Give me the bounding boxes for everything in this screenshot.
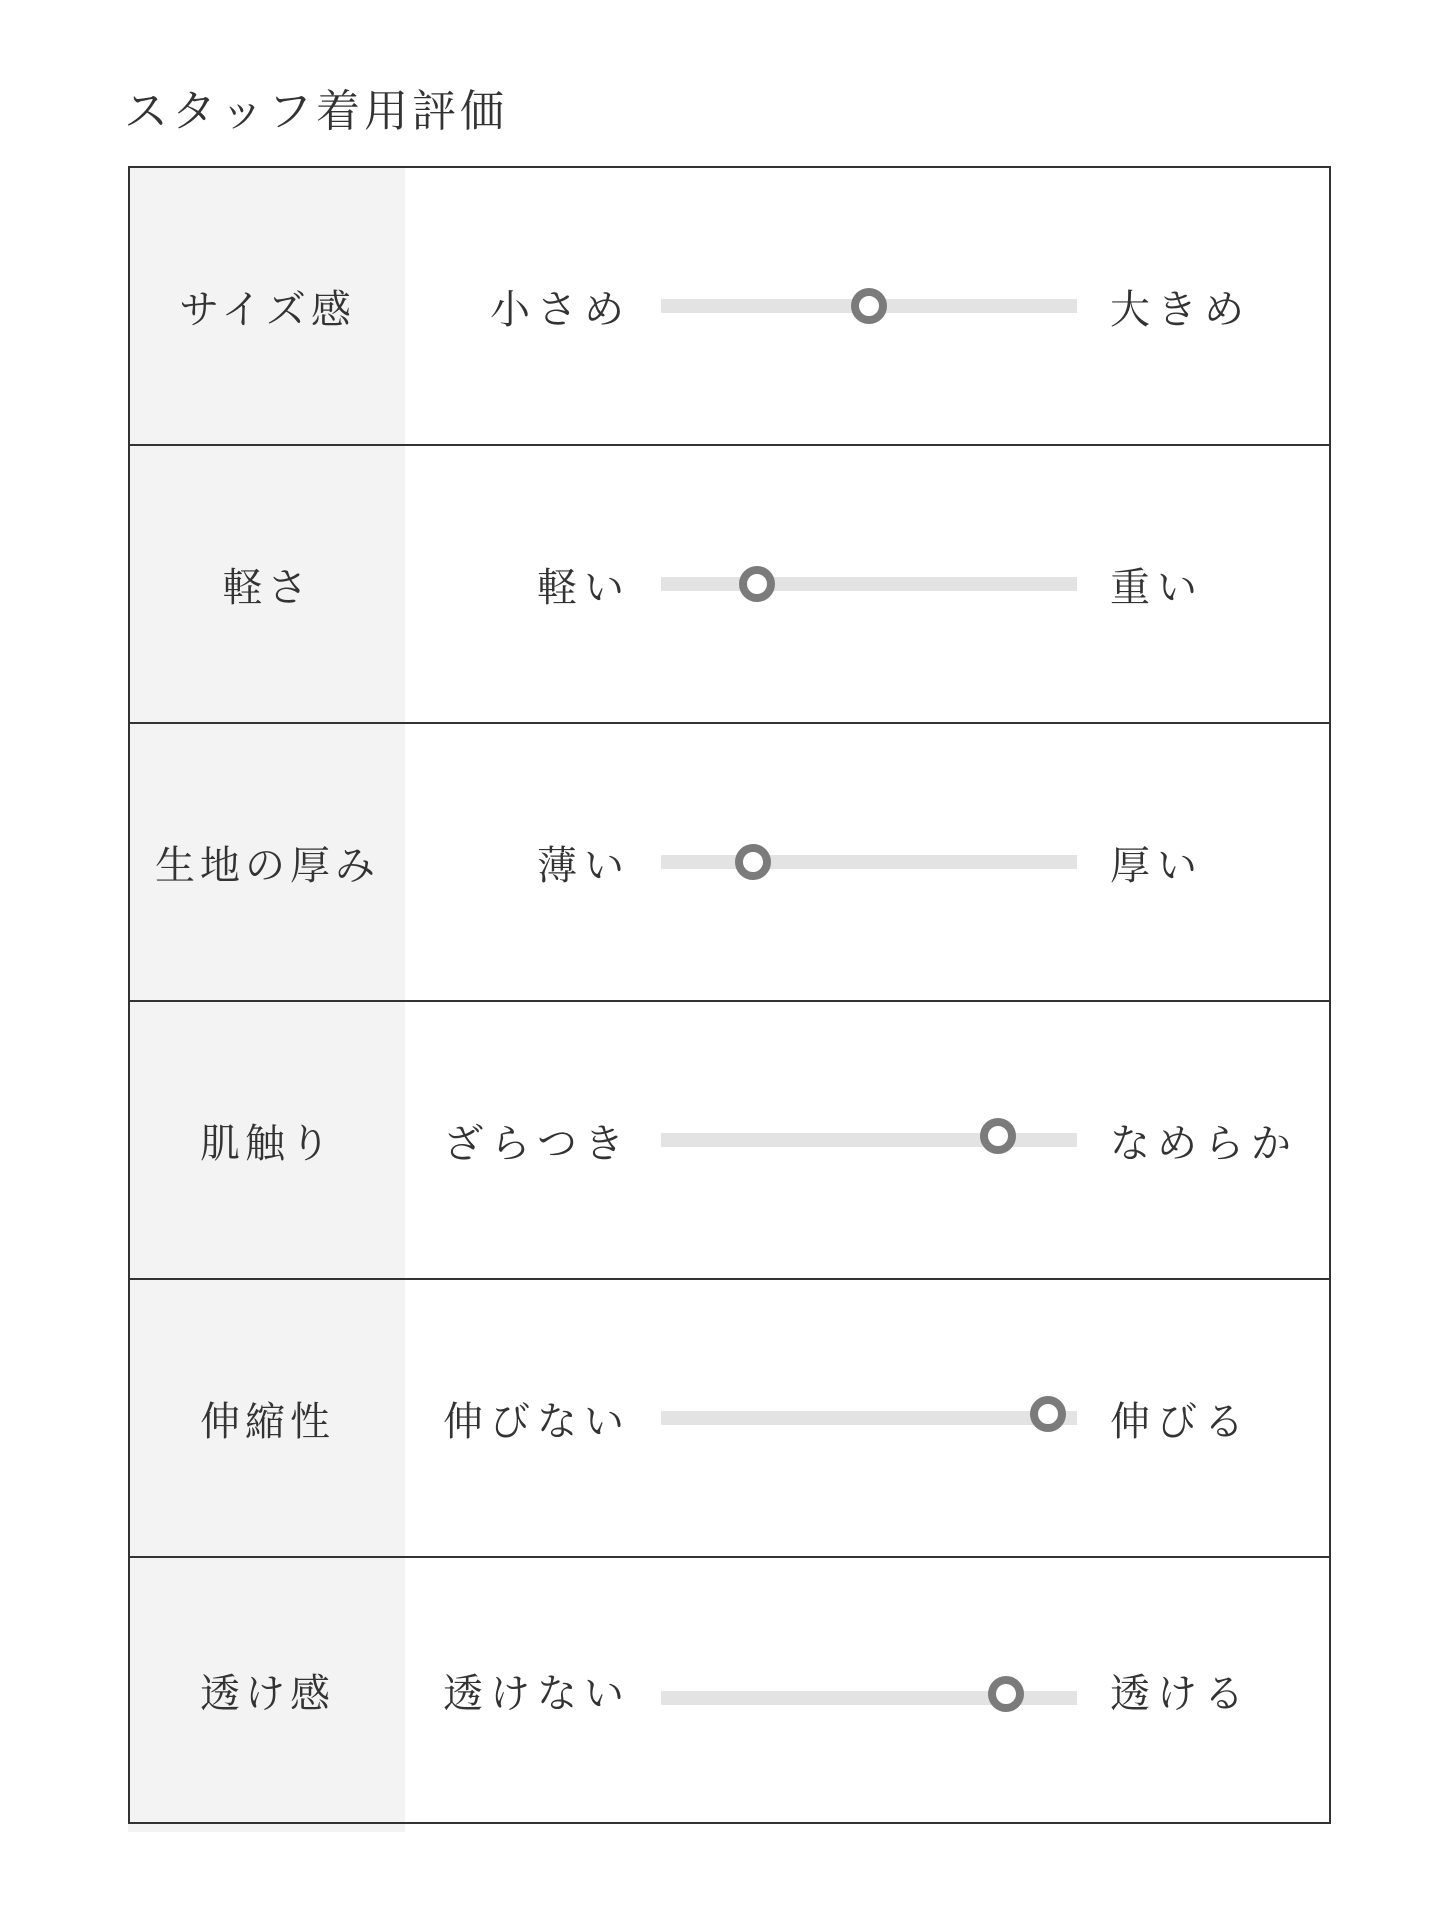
rating-slider-knob [739,566,775,602]
scale-max-label: 重い [1110,564,1204,611]
rating-slider-track [661,1133,1077,1147]
rating-row-weight [130,446,1329,724]
scale-max-label: 伸びる [1110,1398,1251,1445]
rating-slider-knob [1030,1396,1066,1432]
row-label: 生地の厚み [130,724,405,1000]
row-label: 伸縮性 [130,1280,405,1556]
scale-min-label: 透けない [443,1670,631,1717]
rating-row-thickness [130,724,1329,1002]
rating-slider-knob [851,288,887,324]
rating-slider-knob [735,844,771,880]
rating-row-stretch [130,1280,1329,1558]
row-label: 肌触り [130,1002,405,1278]
scale-min-label: 小さめ [490,286,631,333]
row-label: 透け感 [130,1558,405,1822]
rating-slider-track [661,1691,1077,1705]
scale-max-label: なめらか [1110,1120,1298,1167]
rating-slider-track [661,299,1077,313]
evaluation-table [128,166,1331,1824]
scale-min-label: 伸びない [443,1398,631,1445]
rating-row-sheerness [130,1558,1329,1822]
rating-slider-track [661,1411,1077,1425]
rating-slider-track [661,577,1077,591]
scale-max-label: 透ける [1110,1670,1251,1717]
rating-row-texture [130,1002,1329,1280]
rating-slider-knob [980,1118,1016,1154]
rating-slider-knob [988,1676,1024,1712]
scale-min-label: ざらつき [443,1120,631,1167]
rating-slider-track [661,855,1077,869]
scale-max-label: 厚い [1110,842,1204,889]
page-title: スタッフ着用評価 [124,86,508,137]
row-label: サイズ感 [130,168,405,444]
rating-row-size [130,168,1329,446]
scale-min-label: 軽い [537,564,631,611]
scale-max-label: 大きめ [1110,286,1251,333]
row-label: 軽さ [130,446,405,722]
scale-min-label: 薄い [537,842,631,889]
